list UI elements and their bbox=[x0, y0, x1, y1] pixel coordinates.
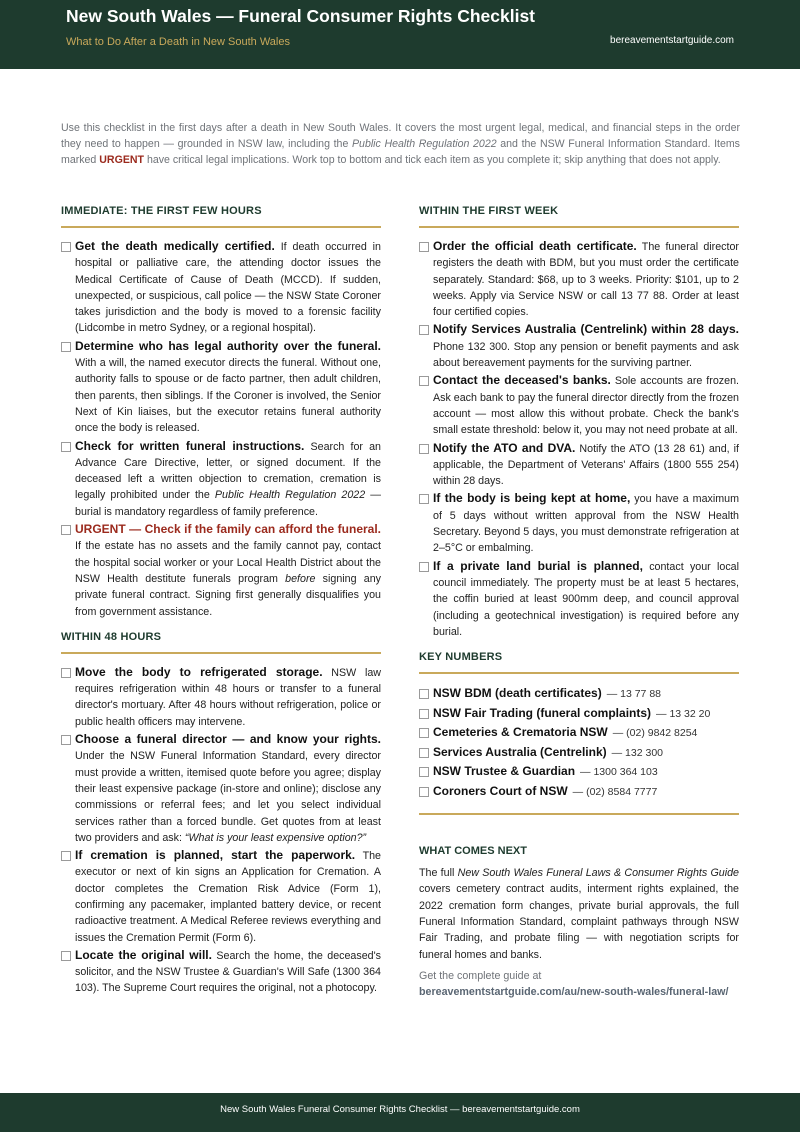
key-number-phone: — (02) 9842 8254 bbox=[612, 727, 698, 740]
item-text: contact your local council immediately. The property must be at least 5 hectares, the coffin buried at least 900mm deep, and council approval (including a geotechnical investigation) is required before any burial. bbox=[433, 560, 739, 638]
item-emphasis: “What is your least expensive option?” bbox=[184, 831, 367, 844]
key-number-name: Cemeteries & Crematoria NSW bbox=[433, 725, 608, 740]
item-heading: Move the body to refrigerated storage. bbox=[75, 664, 323, 679]
item-text: signing any private funeral contract. Signing first generally disqualifies you from government assistance. bbox=[75, 572, 381, 618]
item-heading: Notify Services Australia (Centrelink) within 28 days. bbox=[433, 322, 739, 337]
item-heading: Contact the deceased's banks. bbox=[433, 373, 611, 388]
section-title-48-hours: WITHIN 48 HOURS bbox=[61, 630, 162, 643]
checkbox[interactable] bbox=[419, 748, 429, 758]
checklist-item bbox=[419, 558, 739, 640]
item-text: — burial is mandatory regardless of family preference. bbox=[75, 489, 381, 518]
page-title: New South Wales — Funeral Consumer Rights Checklist bbox=[66, 6, 536, 26]
item-text: The funeral director registers the death with BDM, but you must order the certificate separately. Standard: $68, up to 3 weeks. Priority: $101, up to 2 weeks. Apply via Service NSW or call 13 77 88. Order at least four certified copies. bbox=[433, 241, 739, 319]
intro-paragraph bbox=[61, 120, 740, 168]
key-number-phone: — 13 77 88 bbox=[606, 688, 661, 701]
checkbox[interactable] bbox=[419, 728, 429, 738]
item-text: Phone 132 300. Stop any pension or benefit payments and ask about bereavement payments for the surviving partner. bbox=[433, 340, 739, 370]
checkbox[interactable] bbox=[419, 444, 429, 454]
intro-urgent-word: URGENT bbox=[99, 154, 145, 166]
checkbox[interactable] bbox=[61, 242, 71, 252]
item-text: Search the home, the deceased's solicitor, and the NSW Trustee & Guardian's Will Safe (1300 364 103). The Supreme Court requires the original, not a photocopy. bbox=[75, 949, 381, 995]
checklist-item bbox=[419, 440, 739, 490]
item-text: The executor or next of kin signs an Application for Cremation. A doctor completes the Cremation Risk Advice (Form 1), confirming any pacemaker, implanted battery device, or recent radioactive treatment. A Medical Referee reviews everything and issues the Cremation Permit (Form 6). bbox=[75, 850, 381, 944]
key-number-phone: — 1300 364 103 bbox=[580, 766, 658, 779]
key-number-phone: — 13 32 20 bbox=[656, 707, 711, 720]
item-text: Under the NSW Funeral Information Standard, every director must provide a written, itemised quote before you agree; display their least expensive package (in-store and online); disclose any commissions or referral fees; and let you select individual services rather than a forced bundle. Get quotes from at least two providers and ask: bbox=[75, 750, 381, 844]
checkbox[interactable] bbox=[419, 325, 429, 335]
section-divider bbox=[419, 813, 739, 815]
item-heading: Get the death medically certified. bbox=[75, 239, 275, 253]
checkbox[interactable] bbox=[61, 442, 71, 452]
item-heading: Determine who has legal authority over the funeral. bbox=[75, 338, 381, 353]
checklist-item-urgent bbox=[61, 521, 381, 620]
next-text-1: The full bbox=[419, 867, 458, 880]
key-number-phone: — 132 300 bbox=[611, 746, 663, 759]
intro-text-2: and the NSW Funeral Information Standard. Items marked bbox=[61, 138, 740, 166]
checkbox[interactable] bbox=[419, 689, 429, 699]
section-divider bbox=[419, 672, 739, 674]
checklist-item bbox=[61, 664, 381, 730]
section-title-what-comes-next: WHAT COMES NEXT bbox=[419, 845, 527, 858]
checkbox[interactable] bbox=[61, 668, 71, 678]
guide-title: New South Wales Funeral Laws & Consumer Rights Guide bbox=[457, 867, 739, 880]
section-divider bbox=[419, 226, 739, 228]
key-number-item bbox=[419, 782, 739, 802]
checklist-item bbox=[61, 238, 381, 337]
checkbox[interactable] bbox=[419, 767, 429, 777]
left-column bbox=[61, 203, 381, 998]
section-divider bbox=[61, 226, 381, 228]
section-title-immediate: IMMEDIATE: THE FIRST FEW HOURS bbox=[61, 205, 262, 217]
item-heading: Locate the original will. bbox=[75, 947, 212, 962]
checklist-item bbox=[419, 372, 739, 438]
key-number-name: NSW Fair Trading (funeral complaints) bbox=[433, 705, 652, 720]
item-emphasis: before bbox=[285, 572, 316, 585]
item-heading: If a private land burial is planned, bbox=[433, 558, 643, 573]
section-divider bbox=[61, 652, 381, 654]
item-text: Search for an Advance Care Directive, letter, or signed document. If the deceased left a written objection to cremation, cremation is legally prohibited under the bbox=[75, 440, 381, 502]
guide-link[interactable]: bereavementstartguide.com/au/new-south-wales/funeral-law/ bbox=[419, 985, 729, 998]
key-number-name: Services Australia (Centrelink) bbox=[433, 744, 607, 759]
checklist-item bbox=[61, 338, 381, 437]
header-site-url: bereavementstartguide.com bbox=[610, 35, 734, 46]
item-heading: If the body is being kept at home, bbox=[433, 491, 631, 506]
key-number-item bbox=[419, 684, 739, 704]
what-comes-next-text bbox=[419, 865, 739, 963]
checkbox[interactable] bbox=[61, 342, 71, 352]
checkbox[interactable] bbox=[61, 735, 71, 745]
checkbox[interactable] bbox=[61, 951, 71, 961]
item-heading: Order the official death certificate. bbox=[433, 239, 637, 253]
footer-text: New South Wales Funeral Consumer Rights Checklist — bereavementstartguide.com bbox=[220, 1104, 580, 1115]
checkbox[interactable] bbox=[61, 525, 71, 535]
next-text-2: covers cemetery contract audits, interment rights explained, the 2022 cremation form changes, private burial approvals, the full Funeral Information Standard, complaint pathways through NSW Fair Trading, and probate filing — with negotiation scripts for funeral homes and banks. bbox=[419, 883, 739, 961]
item-text: NSW law requires refrigeration within 48 hours or transfer to a funeral director's mortuary. After 48 hours without refrigeration, police or public health officers may intervene. bbox=[75, 666, 381, 728]
checklist-item bbox=[61, 731, 381, 846]
item-text: If death occurred in hospital or palliative care, the attending doctor issues the Medical Certificate of Cause of Death (MCCD). If sudden, unexpected, or suspicious, call police — the NSW State Coroner takes jurisdiction and the body is moved to a forensic facility (Lidcombe in metro Sydney, or a regional hospital). bbox=[75, 241, 381, 335]
checkbox[interactable] bbox=[419, 376, 429, 386]
section-title-first-week: WITHIN THE FIRST WEEK bbox=[419, 205, 559, 217]
checklist-item bbox=[61, 847, 381, 946]
item-heading-urgent: URGENT — Check if the family can afford the funeral. bbox=[75, 522, 381, 537]
checklist-item bbox=[61, 947, 381, 997]
section-title-key-numbers: KEY NUMBERS bbox=[419, 651, 503, 664]
item-text: Sole accounts are frozen. Ask each bank to pay the funeral director directly from the frozen account — most allow this without probate. Check the bank's small estate threshold: below it, you may not need probate at all. bbox=[433, 375, 739, 437]
item-heading: Check for written funeral instructions. bbox=[75, 438, 305, 453]
checkbox[interactable] bbox=[419, 242, 429, 252]
key-number-item bbox=[419, 723, 739, 743]
key-number-item bbox=[419, 762, 739, 782]
key-number-name: NSW Trustee & Guardian bbox=[433, 764, 576, 779]
checkbox[interactable] bbox=[419, 709, 429, 719]
cta-label: Get the complete guide at bbox=[419, 969, 542, 982]
right-column bbox=[419, 203, 739, 1000]
intro-text-3: have critical legal implications. Work top to bottom and tick each item as you complete it; skip anything that does not apply. bbox=[144, 154, 721, 166]
item-text: you have a maximum of 5 days without written approval from the NSW Health Secretary. Beyond 5 days, you must demonstrate refrigeration at 2–5°C or embalming. bbox=[433, 493, 739, 555]
checklist-item bbox=[419, 238, 739, 320]
key-number-item bbox=[419, 743, 739, 763]
checklist-item bbox=[61, 438, 381, 520]
item-heading: Choose a funeral director — and know your rights. bbox=[75, 732, 381, 747]
key-number-name: Coroners Court of NSW bbox=[433, 783, 568, 798]
checkbox[interactable] bbox=[61, 851, 71, 861]
item-text: With a will, the named executor directs the funeral. Without one, authority falls to spouse or de facto partner, then adult children, then parents, then siblings. If the Coroner is involved, the Senior Next of Kin liaises, but the executor retains funeral authority once the body is released. bbox=[75, 357, 381, 435]
page-footer bbox=[0, 1093, 800, 1132]
checklist-item bbox=[419, 321, 739, 371]
key-numbers-list bbox=[419, 684, 739, 801]
item-heading: If cremation is planned, start the paperwork. bbox=[75, 848, 356, 863]
item-emphasis: Public Health Regulation 2022 bbox=[214, 489, 366, 502]
item-text: If the estate has no assets and the family cannot pay, contact the hospital social worker or your Local Health District about the NSW Health destitute funerals program bbox=[75, 540, 381, 585]
checkbox[interactable] bbox=[419, 562, 429, 572]
checkbox[interactable] bbox=[419, 494, 429, 504]
checklist-item bbox=[419, 490, 739, 556]
intro-regulation-name: Public Health Regulation 2022 bbox=[351, 138, 497, 150]
key-number-name: NSW BDM (death certificates) bbox=[433, 686, 602, 701]
item-text: Notify the ATO (13 28 61) and, if applicable, the Department of Veterans' Affairs (1800 555 254) within 28 days. bbox=[433, 442, 739, 488]
item-heading: Notify the ATO and DVA. bbox=[433, 440, 576, 455]
intro-text-1: Use this checklist in the first days after a death in New South Wales. It covers the most urgent legal, medical, and financial steps in the order they need to happen — grounded in NSW law, including the bbox=[61, 122, 740, 150]
page-header bbox=[0, 0, 800, 69]
page-subtitle: What to Do After a Death in New South Wales bbox=[66, 36, 290, 48]
key-number-phone: — (02) 8584 7777 bbox=[572, 785, 658, 798]
checkbox[interactable] bbox=[419, 787, 429, 797]
key-number-item bbox=[419, 704, 739, 724]
